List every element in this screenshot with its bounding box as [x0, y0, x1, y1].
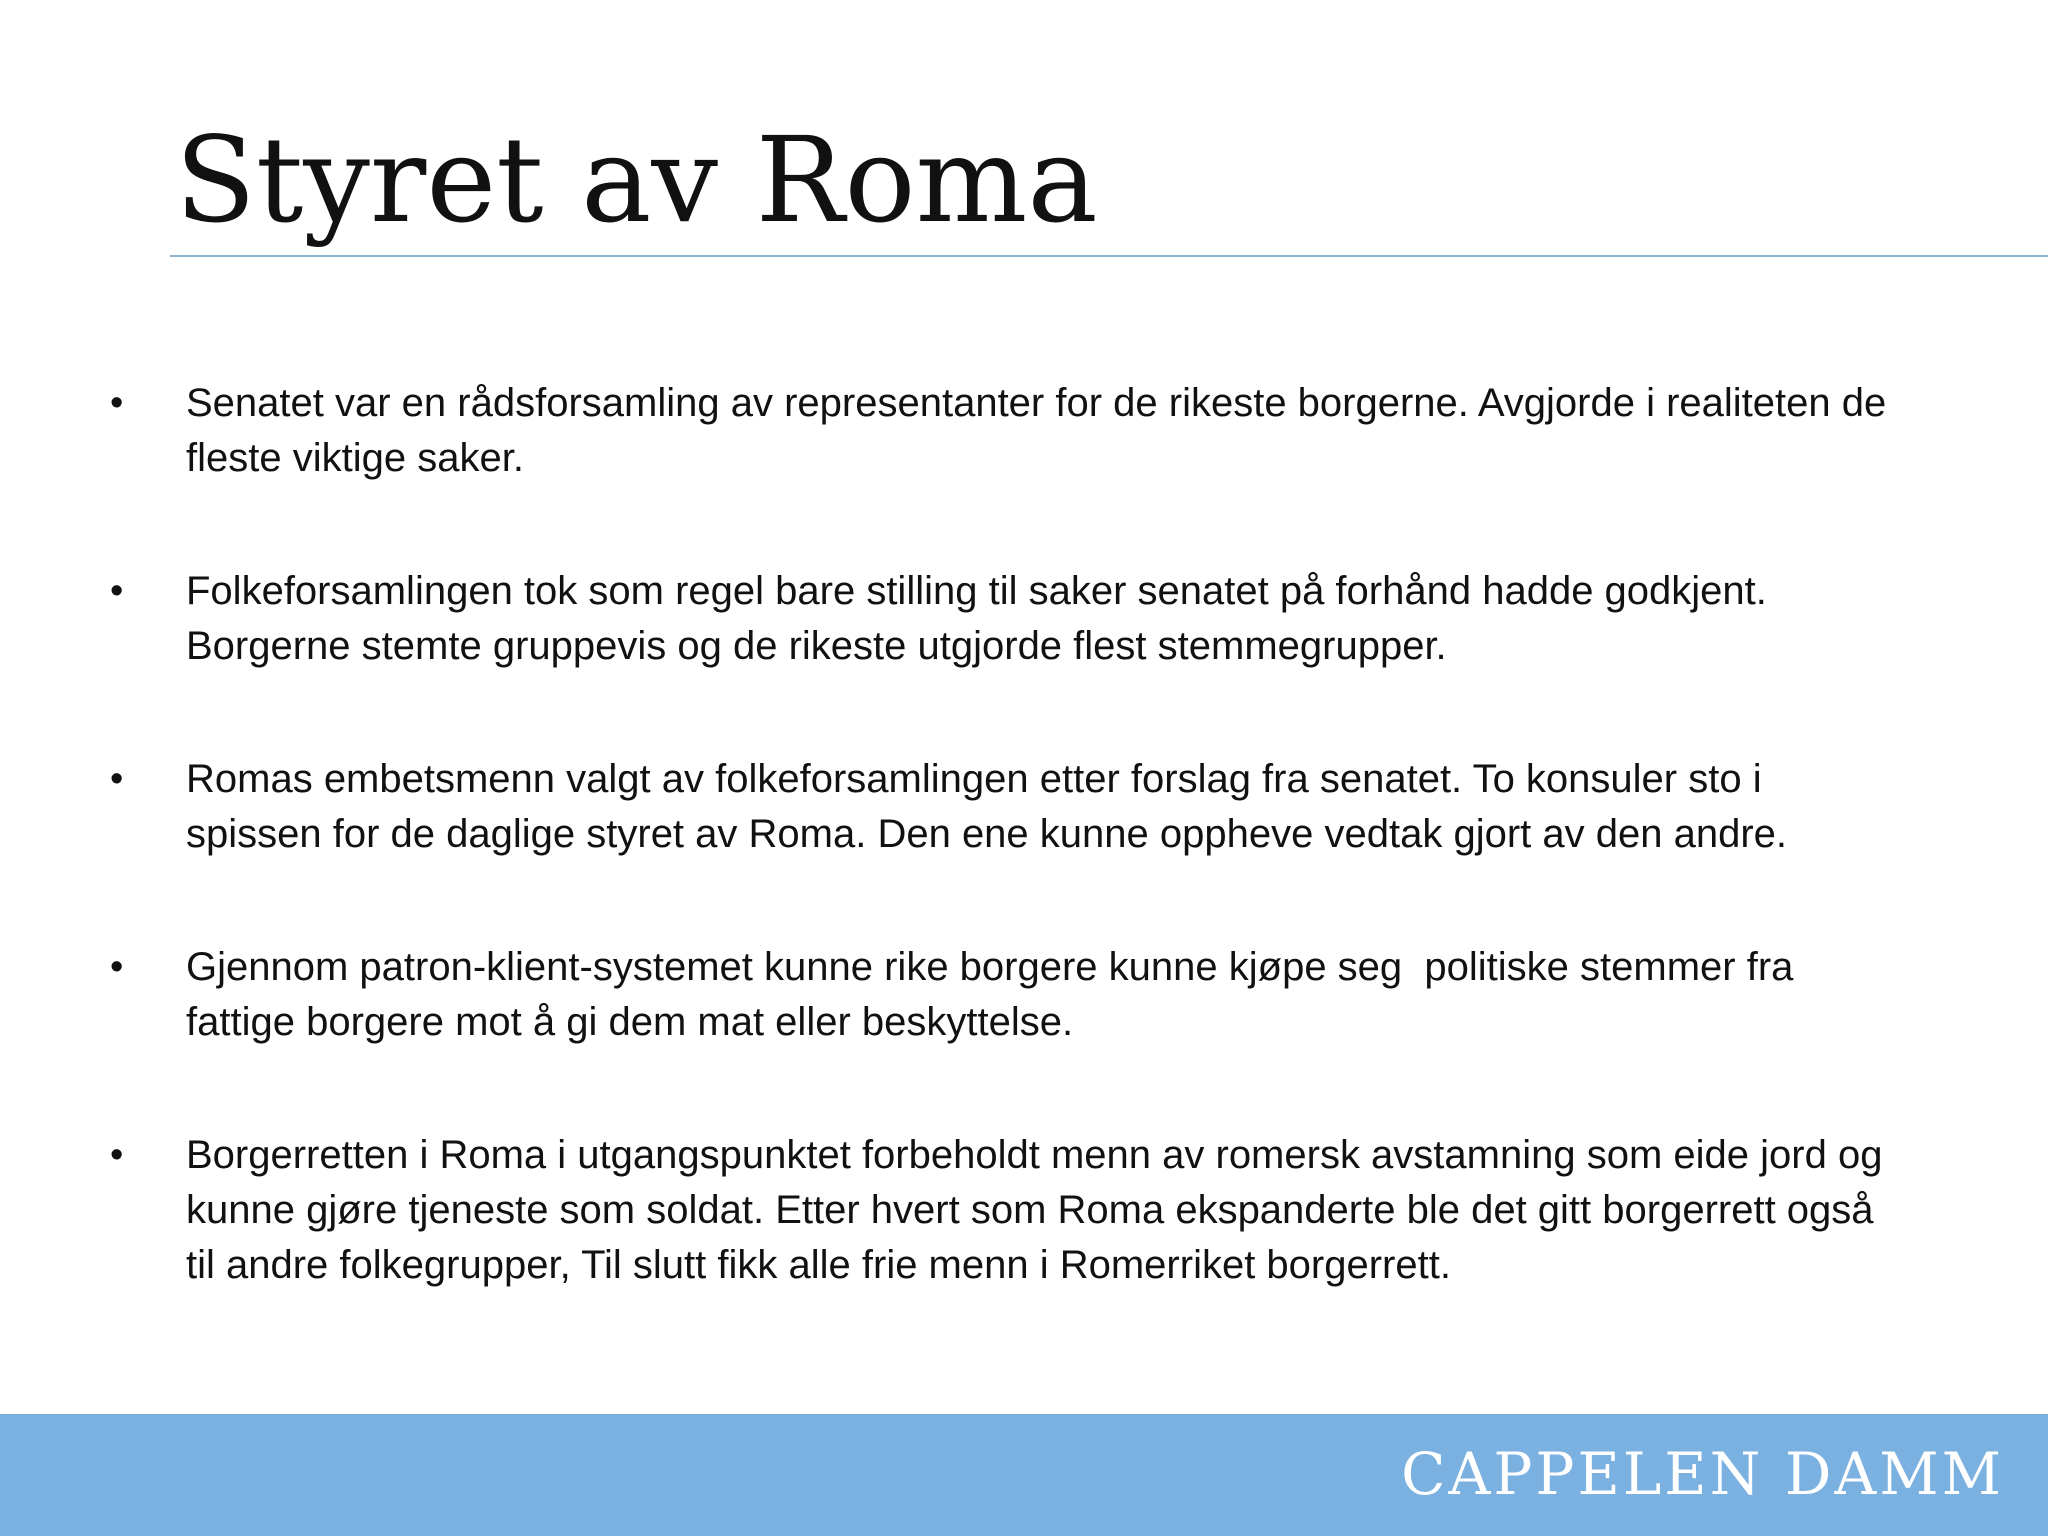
bullet-marker: • — [110, 946, 124, 988]
bullet-text: Romas embetsmenn valgt av folkeforsamlingen etter forslag fra senatet. To konsuler sto i spissen for de daglige styret av Roma. Den ene kunne oppheve vedtak gjort av den andre. — [186, 757, 1787, 856]
slide-title: Styret av Roma — [175, 111, 1098, 249]
bullet-list — [110, 376, 1910, 1371]
bullet-item — [110, 564, 1910, 674]
title-divider — [170, 255, 2048, 257]
bullet-marker: • — [110, 382, 124, 424]
bullet-marker: • — [110, 758, 124, 800]
bullet-text: Senatet var en rådsforsamling av representanter for de rikeste borgerne. Avgjorde i realiteten de fleste viktige saker. — [186, 381, 1898, 480]
bullet-item — [110, 752, 1910, 862]
bullet-marker: • — [110, 1134, 124, 1176]
bullet-item — [110, 376, 1910, 486]
publisher-logo: CAPPELEN DAMM — [1401, 1440, 2004, 1508]
footer-bar — [0, 1414, 2048, 1536]
bullet-item — [110, 940, 1910, 1050]
bullet-text: Gjennom patron-klient-systemet kunne rike borgere kunne kjøpe seg politiske stemmer fra fattige borgere mot å gi dem mat eller beskyttelse. — [186, 945, 1805, 1044]
bullet-item — [110, 1128, 1910, 1293]
bullet-text: Borgerretten i Roma i utgangspunktet forbeholdt menn av romersk avstamning som eide jord og kunne gjøre tjeneste som soldat. Etter hvert som Roma ekspanderte ble det gitt borgerrett også til andre folkegrupper, Til slutt fikk alle frie menn i Romerriket borgerrett. — [186, 1133, 1894, 1287]
bullet-text: Folkeforsamlingen tok som regel bare stilling til saker senatet på forhånd hadde godkjent. Borgerne stemte gruppevis og de rikeste utgjorde flest stemmegrupper. — [186, 569, 1779, 668]
bullet-marker: • — [110, 570, 124, 612]
